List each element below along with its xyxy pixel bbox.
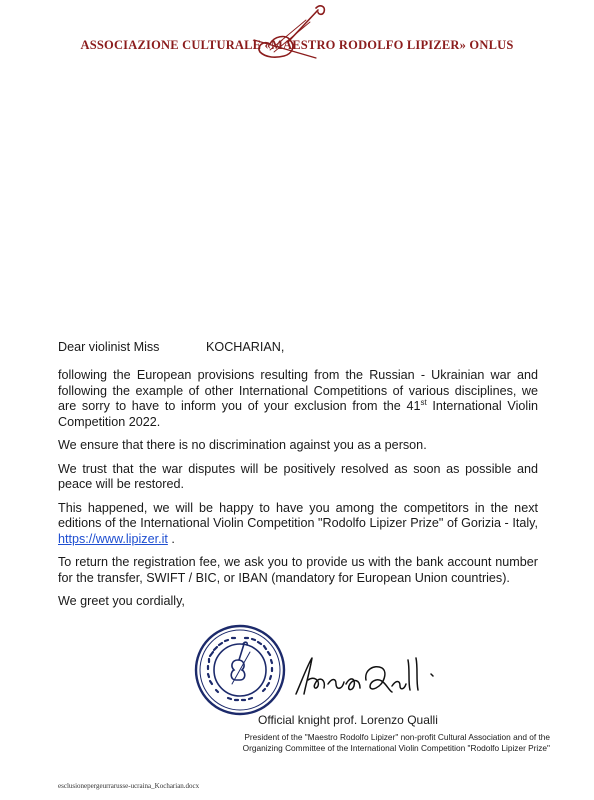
paragraph-refund: To return the registration fee, we ask you to provide us with the bank account number for the transfer, SWIFT / BIC, or IBAN (mandatory for European Union countries). [58, 555, 538, 585]
signer-role-line-2: Organizing Committee of the International Violin Competition "Rodolfo Lipizer Prize" [242, 743, 550, 753]
paragraph-exclusion [58, 368, 538, 430]
signer-role-line-1: President of the "Maestro Rodolfo Lipizer" non-profit Cultural Association and of the [244, 732, 550, 742]
closing-greeting: We greet you cordially, [58, 594, 185, 608]
document-filename: esclusionepergeurrarusse-ucraina_Kocharian.docx [58, 782, 200, 790]
paragraph-future-editions [58, 501, 538, 548]
salutation [58, 340, 285, 354]
violin-seal-icon [192, 622, 288, 718]
recipient-name: KOCHARIAN, [206, 340, 285, 354]
paragraph-no-discrimination: We ensure that there is no discrimination against you as a person. [58, 438, 427, 452]
ordinal-suffix: st [420, 397, 427, 407]
paragraph-peace: We trust that the war disputes will be positively resolved as soon as possible and peace will be restored. [58, 461, 538, 491]
paragraph-future-text: This happened, we will be happy to have you among the competitors in the next editions of the International Violin Competition "Rodolfo Lipizer Prize" of Gorizia - Italy, [58, 500, 538, 530]
paragraph-exclusion-tail: International Violin Competition 2022. [58, 399, 539, 429]
website-link[interactable]: https://www.lipizer.it [58, 531, 168, 546]
paragraph-future-tail: . [167, 531, 175, 546]
signer-name: Official knight prof. Lorenzo Qualli [258, 713, 438, 727]
paragraph-exclusion-text: following the European provisions resulting from the Russian - Ukrainian war and following the example of other International Competitions of various disciplines, we are sorry to have to inform you of your exclusion from the 41 [58, 368, 538, 413]
signer-role [170, 732, 550, 754]
salutation-text: Dear violinist Miss [58, 340, 160, 354]
association-title: ASSOCIAZIONE CULTURALE «MAESTRO RODOLFO LIPIZER» ONLUS [80, 38, 514, 52]
handwritten-signature-icon [288, 650, 448, 702]
letter-body [58, 368, 538, 618]
